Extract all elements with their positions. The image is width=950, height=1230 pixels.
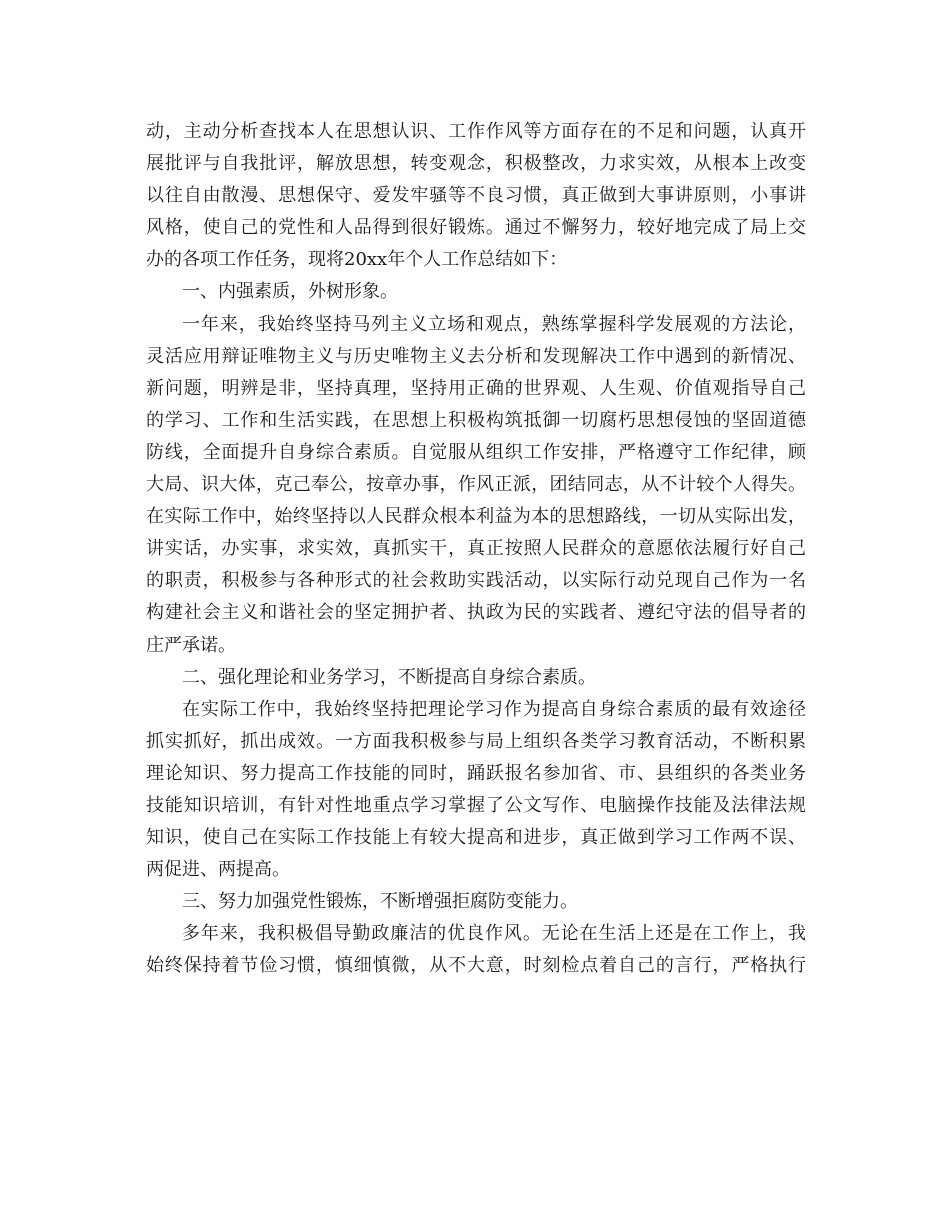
text-line: 抓实抓好，抓出成效。一方面我积极参与局上组织各类学习教育活动，不断积累 bbox=[146, 730, 806, 752]
text-line: 以往自由散漫、思想保守、爱发牢骚等不良习惯，真正做到大事讲原则，小事讲 bbox=[146, 185, 806, 207]
text-line: 庄严承诺。 bbox=[146, 634, 236, 656]
text-line: 理论知识、努力提高工作技能的同时，踊跃报名参加省、市、县组织的各类业务 bbox=[146, 762, 806, 784]
text-line: 大局、识大体，克己奉公，按章办事，作风正派，团结同志，从不计较个人得失。 bbox=[146, 474, 806, 496]
text-line: 始终保持着节俭习惯，慎细慎微，从不大意，时刻检点着自己的言行，严格执行 bbox=[146, 955, 806, 977]
text-line: 的学习、工作和生活实践，在思想上积极构筑抵御一切腐朽思想侵蚀的坚固道德 bbox=[146, 409, 806, 431]
text-line: 新问题，明辨是非，坚持真理，坚持用正确的世界观、人生观、价值观指导自己 bbox=[146, 377, 806, 399]
text-line: 两促进、两提高。 bbox=[146, 859, 290, 881]
section-heading-3: 三、努力加强党性锻炼，不断增强拒腐防变能力。 bbox=[182, 891, 578, 913]
text-line: 讲实话，办实事，求实效，真抓实干，真正按照人民群众的意愿依法履行好自己 bbox=[146, 538, 806, 560]
text-line: 灵活应用辩证唯物主义与历史唯物主义去分析和发现解决工作中遇到的新情况、 bbox=[146, 345, 806, 367]
text-line: 办的各项工作任务，现将20xx年个人工作总结如下： bbox=[146, 249, 568, 271]
text-line: 技能知识培训，有针对性地重点学习掌握了公文写作、电脑操作技能及法律法规 bbox=[146, 794, 806, 816]
text-line: 展批评与自我批评，解放思想，转变观念，积极整改，力求实效，从根本上改变 bbox=[146, 153, 806, 175]
text-line: 的职责，积极参与各种形式的社会救助实践活动，以实际行动兑现自己作为一名 bbox=[146, 570, 806, 592]
text-line: 知识，使自己在实际工作技能上有较大提高和进步，真正做到学习工作两不误、 bbox=[146, 827, 806, 849]
section-heading-2: 二、强化理论和业务学习，不断提高自身综合素质。 bbox=[182, 666, 596, 688]
text-line: 构建社会主义和谐社会的坚定拥护者、执政为民的实践者、遵纪守法的倡导者的 bbox=[146, 602, 806, 624]
text-line: 在实际工作中，始终坚持以人民群众根本利益为本的思想路线，一切从实际出发， bbox=[146, 506, 806, 528]
text-line: 防线，全面提升自身综合素质。自觉服从组织工作安排，严格遵守工作纪律，顾 bbox=[146, 441, 806, 463]
text-line: 一年来，我始终坚持马列主义立场和观点，熟练掌握科学发展观的方法论， bbox=[182, 313, 806, 335]
section-heading-1: 一、内强素质，外树形象。 bbox=[182, 281, 398, 303]
text-line: 动，主动分析查找本人在思想认识、工作作风等方面存在的不足和问题，认真开 bbox=[146, 121, 806, 142]
document-body bbox=[146, 116, 806, 983]
text-line: 在实际工作中，我始终坚持把理论学习作为提高自身综合素质的最有效途径 bbox=[182, 698, 806, 720]
text-line: 风格，使自己的党性和人品得到很好锻炼。通过不懈努力，较好地完成了局上交 bbox=[146, 217, 806, 239]
text-line: 多年来，我积极倡导勤政廉洁的优良作风。无论在生活上还是在工作上，我 bbox=[182, 923, 806, 945]
